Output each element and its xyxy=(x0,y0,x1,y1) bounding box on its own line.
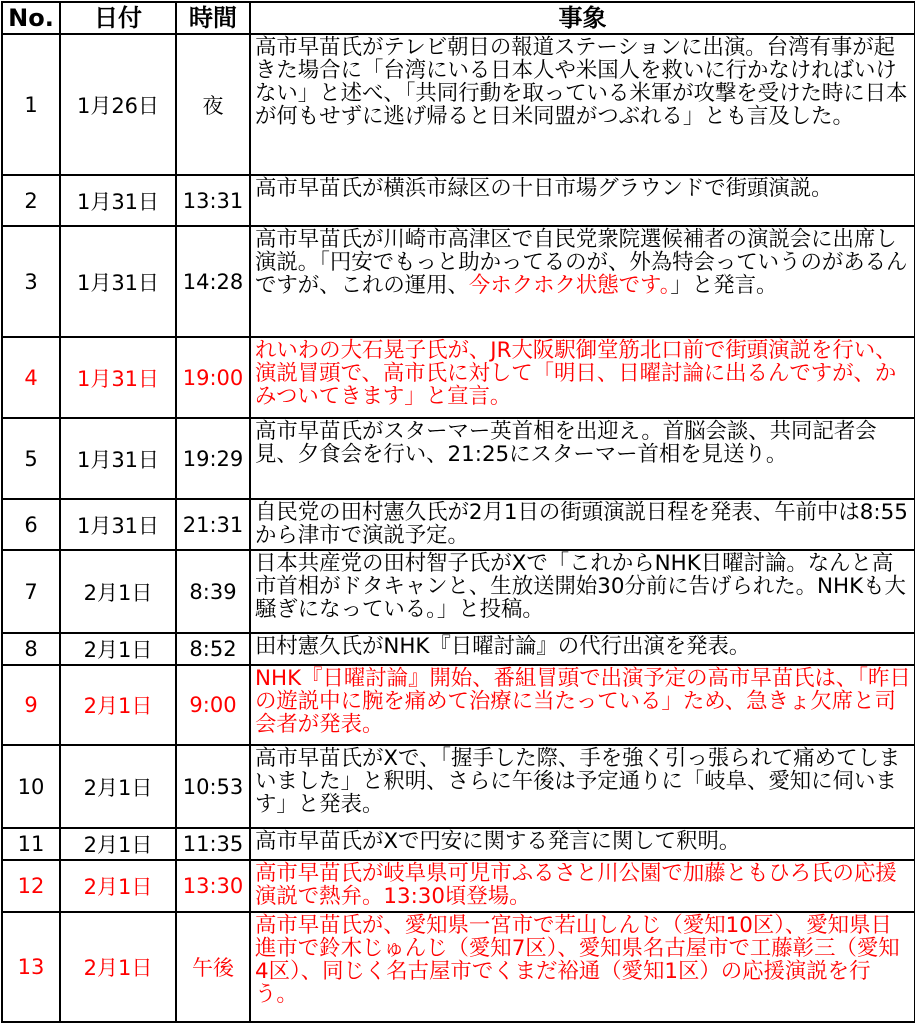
table-row xyxy=(2,499,915,550)
row-event: 高市早苗氏がXで円安に関する発言に関して釈明。 xyxy=(250,828,915,860)
table-row-highlighted xyxy=(2,860,915,912)
row-date: 2月1日 xyxy=(60,633,176,665)
row-no: 5 xyxy=(2,418,60,499)
row-date: 1月31日 xyxy=(60,226,176,337)
table-row-highlighted xyxy=(2,912,915,1022)
row-time: 8:39 xyxy=(176,550,250,633)
table-row xyxy=(2,418,915,499)
row-event: 高市早苗氏が、愛知県一宮市で若山しんじ（愛知10区）、愛知県日進市で鈴木じゅんじ（愛知7区）、愛知県名古屋市で工藤彰三（愛知4区）、同じく名古屋市でくまだ裕通（愛知1区）の応援演説を行う。 xyxy=(250,912,915,1022)
table-row-highlighted xyxy=(2,665,915,745)
row-no: 9 xyxy=(2,665,60,745)
row-date: 1月31日 xyxy=(60,418,176,499)
header-event: 事象 xyxy=(250,2,915,34)
row-no: 3 xyxy=(2,226,60,337)
row-time: 夜 xyxy=(176,34,250,175)
row-no: 10 xyxy=(2,745,60,828)
row-date: 2月1日 xyxy=(60,860,176,912)
row-time: 9:00 xyxy=(176,665,250,745)
row-event: 高市早苗氏が横浜市緑区の十日市場グラウンドで街頭演説。 xyxy=(250,175,915,226)
row-event: NHK『日曜討論』開始、番組冒頭で出演予定の高市早苗氏は、「昨日の遊説中に腕を痛めて治療に当たっている」ため、急きょ欠席と司会者が発表。 xyxy=(250,665,915,745)
row-time: 19:00 xyxy=(176,337,250,418)
table-row xyxy=(2,828,915,860)
row-date: 1月31日 xyxy=(60,337,176,418)
row-no: 4 xyxy=(2,337,60,418)
table-row xyxy=(2,633,915,665)
row-event: 高市早苗氏がXで、「握手した際、手を強く引っ張られて痛めてしまいました」と釈明、さらに午後は予定通りに「岐阜、愛知に伺います」と発表。 xyxy=(250,745,915,828)
row-no: 7 xyxy=(2,550,60,633)
row-no: 2 xyxy=(2,175,60,226)
row-time: 午後 xyxy=(176,912,250,1022)
row-event: 高市早苗氏がスターマー英首相を出迎え。首脳会談、共同記者会見、夕食会を行い、21:25にスターマー首相を見送り。 xyxy=(250,418,915,499)
row-event: れいわの大石晃子氏が、JR大阪駅御堂筋北口前で街頭演説を行い、演説冒頭で、高市氏に対して「明日、日曜討論に出るんですが、かみついてきます」と宣言。 xyxy=(250,337,915,418)
row-date: 1月26日 xyxy=(60,34,176,175)
row-event: 日本共産党の田村智子氏がXで「これからNHK日曜討論。なんと高市首相がドタキャンと、生放送開始30分前に告げられた。NHKも大騒ぎになっている。」と投稿。 xyxy=(250,550,915,633)
row-date: 2月1日 xyxy=(60,745,176,828)
header-date: 日付 xyxy=(60,2,176,34)
row-no: 6 xyxy=(2,499,60,550)
row-date: 2月1日 xyxy=(60,550,176,633)
row-date: 1月31日 xyxy=(60,175,176,226)
row-event: 高市早苗氏がテレビ朝日の報道ステーションに出演。台湾有事が起きた場合に「台湾にいる日本人や米国人を救いに行かなければいけない」と述べ、「共同行動を取っている米軍が攻撃を受けた時に日本が何もせずに逃げ帰ると日米同盟がつぶれる」とも言及した。 xyxy=(250,34,915,175)
event-text-tail: 」と発言。 xyxy=(670,273,778,298)
header-no: No. xyxy=(2,2,60,34)
table-row xyxy=(2,175,915,226)
row-event: 田村憲久氏がNHK『日曜討論』の代行出演を発表。 xyxy=(250,633,915,665)
event-highlight-text: 今ホクホク状態です。 xyxy=(468,273,671,298)
table-row xyxy=(2,745,915,828)
row-time: 8:52 xyxy=(176,633,250,665)
row-no: 13 xyxy=(2,912,60,1022)
row-date: 1月31日 xyxy=(60,499,176,550)
table-row-highlighted xyxy=(2,337,915,418)
row-event: 自民党の田村憲久氏が2月1日の街頭演説日程を発表、午前中は8:55から津市で演説予定。 xyxy=(250,499,915,550)
row-time: 11:35 xyxy=(176,828,250,860)
row-time: 19:29 xyxy=(176,418,250,499)
row-time: 10:53 xyxy=(176,745,250,828)
table-row xyxy=(2,550,915,633)
header-time: 時間 xyxy=(176,2,250,34)
row-no: 8 xyxy=(2,633,60,665)
row-event xyxy=(250,226,915,337)
row-date: 2月1日 xyxy=(60,912,176,1022)
row-date: 2月1日 xyxy=(60,665,176,745)
row-no: 1 xyxy=(2,34,60,175)
table-row xyxy=(2,34,915,175)
timeline-table xyxy=(1,1,915,1023)
row-time: 13:31 xyxy=(176,175,250,226)
table-row xyxy=(2,226,915,337)
row-time: 14:28 xyxy=(176,226,250,337)
event-text: 高市早苗氏が川崎市高津区で自民党衆院選候補者の演説会に出席し演説。「円安でもっと助かってるのが、外為特会っていうのがあるんですが、これの運用、 xyxy=(255,227,908,298)
row-no: 11 xyxy=(2,828,60,860)
row-time: 21:31 xyxy=(176,499,250,550)
row-no: 12 xyxy=(2,860,60,912)
header-row xyxy=(2,2,915,34)
row-event: 高市早苗氏が岐阜県可児市ふるさと川公園で加藤ともひろ氏の応援演説で熱弁。13:30頃登場。 xyxy=(250,860,915,912)
row-time: 13:30 xyxy=(176,860,250,912)
row-date: 2月1日 xyxy=(60,828,176,860)
